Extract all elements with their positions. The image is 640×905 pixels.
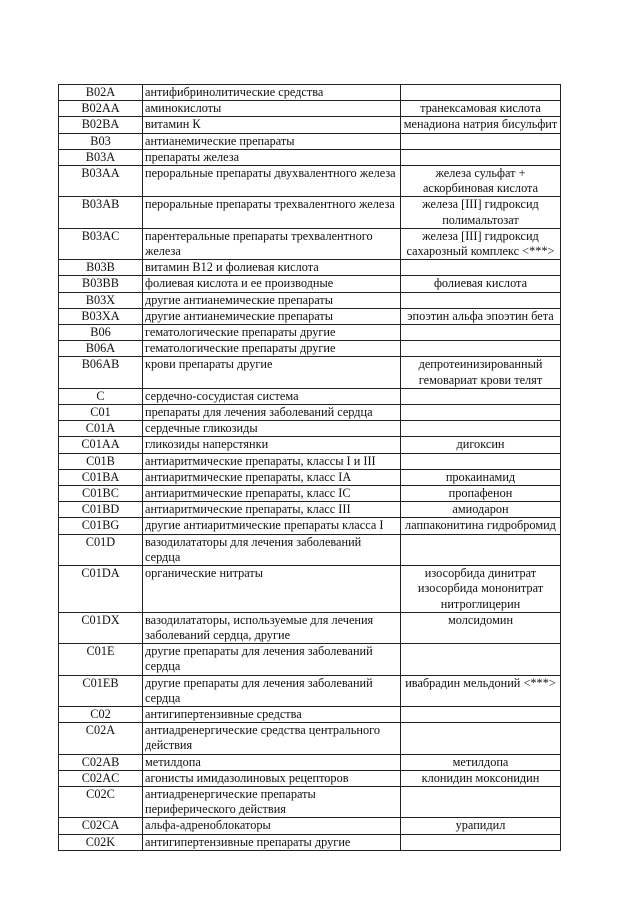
drug-classification-table <box>58 84 561 851</box>
name-cell: пероральные препараты двухвалентного железа <box>143 166 401 197</box>
drug-cell: депротеинизированный гемовариат крови телят <box>401 357 561 388</box>
table-row <box>59 502 561 518</box>
table-row <box>59 388 561 404</box>
name-cell: антианемические препараты <box>143 133 401 149</box>
table-body <box>59 85 561 851</box>
drug-cell <box>401 453 561 469</box>
drug-cell: фолиевая кислота <box>401 276 561 292</box>
table-row <box>59 405 561 421</box>
code-cell: C02 <box>59 706 143 722</box>
drug-cell <box>401 341 561 357</box>
name-cell: антиадренергические средства центрального действия <box>143 723 401 754</box>
table-row <box>59 228 561 259</box>
drug-cell <box>401 325 561 341</box>
code-cell: B03B <box>59 260 143 276</box>
drug-cell: амиодарон <box>401 502 561 518</box>
table-row <box>59 166 561 197</box>
code-cell: B03AA <box>59 166 143 197</box>
code-cell: B06AB <box>59 357 143 388</box>
table-row <box>59 197 561 228</box>
code-cell: C <box>59 388 143 404</box>
table-row <box>59 469 561 485</box>
name-cell: антиаритмические препараты, классы I и III <box>143 453 401 469</box>
table-row <box>59 85 561 101</box>
name-cell: другие препараты для лечения заболеваний сердца <box>143 644 401 675</box>
drug-cell <box>401 706 561 722</box>
code-cell: B03X <box>59 292 143 308</box>
drug-cell: пропафенон <box>401 486 561 502</box>
name-cell: метилдопа <box>143 754 401 770</box>
name-cell: другие антиаритмические препараты класса I <box>143 518 401 534</box>
drug-cell: железа сульфат + аскорбиновая кислота <box>401 166 561 197</box>
code-cell: C01BA <box>59 469 143 485</box>
code-cell: C01 <box>59 405 143 421</box>
table-row <box>59 818 561 834</box>
table-row <box>59 518 561 534</box>
name-cell: гематологические препараты другие <box>143 325 401 341</box>
code-cell: C01A <box>59 421 143 437</box>
name-cell: витамин К <box>143 117 401 133</box>
drug-cell <box>401 388 561 404</box>
drug-cell: транексамовая кислота <box>401 101 561 117</box>
drug-cell <box>401 644 561 675</box>
name-cell: вазодилататоры, используемые для лечения заболеваний сердца, другие <box>143 612 401 643</box>
code-cell: C01BD <box>59 502 143 518</box>
drug-cell <box>401 534 561 565</box>
code-cell: C01BC <box>59 486 143 502</box>
drug-cell: урапидил <box>401 818 561 834</box>
table-row <box>59 675 561 706</box>
table-row <box>59 260 561 276</box>
table-row <box>59 117 561 133</box>
drug-cell <box>401 723 561 754</box>
table-row <box>59 723 561 754</box>
name-cell: витамин B12 и фолиевая кислота <box>143 260 401 276</box>
drug-cell: лаппаконитина гидробромид <box>401 518 561 534</box>
code-cell: C02CA <box>59 818 143 834</box>
code-cell: B03AB <box>59 197 143 228</box>
drug-cell: метилдопа <box>401 754 561 770</box>
table-row <box>59 308 561 324</box>
code-cell: B03XA <box>59 308 143 324</box>
code-cell: C01AA <box>59 437 143 453</box>
code-cell: B03BB <box>59 276 143 292</box>
name-cell: крови препараты другие <box>143 357 401 388</box>
code-cell: C01B <box>59 453 143 469</box>
drug-cell: железа [III] гидроксид полимальтозат <box>401 197 561 228</box>
table-row <box>59 834 561 850</box>
drug-cell: изосорбида динитрат изосорбида мононитрат нитроглицерин <box>401 566 561 613</box>
table-row <box>59 149 561 165</box>
code-cell: B03 <box>59 133 143 149</box>
table-row <box>59 644 561 675</box>
name-cell: антиадренергические препараты периферического действия <box>143 786 401 817</box>
name-cell: аминокислоты <box>143 101 401 117</box>
name-cell: парентеральные препараты трехвалентного железа <box>143 228 401 259</box>
name-cell: антиаритмические препараты, класс IA <box>143 469 401 485</box>
table-row <box>59 133 561 149</box>
code-cell: C02K <box>59 834 143 850</box>
code-cell: C01D <box>59 534 143 565</box>
drug-cell: железа [III] гидроксид сахарозный комплекс <***> <box>401 228 561 259</box>
table-row <box>59 754 561 770</box>
table-row <box>59 453 561 469</box>
code-cell: C02AB <box>59 754 143 770</box>
drug-cell <box>401 405 561 421</box>
name-cell: другие препараты для лечения заболеваний сердца <box>143 675 401 706</box>
drug-cell: ивабрадин мельдоний <***> <box>401 675 561 706</box>
table-row <box>59 437 561 453</box>
drug-cell <box>401 292 561 308</box>
name-cell: фолиевая кислота и ее производные <box>143 276 401 292</box>
code-cell: C01DX <box>59 612 143 643</box>
table-row <box>59 566 561 613</box>
drug-cell <box>401 85 561 101</box>
code-cell: B03A <box>59 149 143 165</box>
name-cell: другие антианемические препараты <box>143 292 401 308</box>
table-row <box>59 276 561 292</box>
drug-cell <box>401 421 561 437</box>
name-cell: антигипертензивные средства <box>143 706 401 722</box>
name-cell: органические нитраты <box>143 566 401 613</box>
name-cell: гликозиды наперстянки <box>143 437 401 453</box>
code-cell: C01E <box>59 644 143 675</box>
name-cell: препараты для лечения заболеваний сердца <box>143 405 401 421</box>
table-row <box>59 325 561 341</box>
name-cell: препараты железа <box>143 149 401 165</box>
drug-cell: молсидомин <box>401 612 561 643</box>
name-cell: гематологические препараты другие <box>143 341 401 357</box>
code-cell: C02C <box>59 786 143 817</box>
table-row <box>59 534 561 565</box>
table-row <box>59 770 561 786</box>
table-row <box>59 101 561 117</box>
table-row <box>59 357 561 388</box>
drug-cell: эпоэтин альфа эпоэтин бета <box>401 308 561 324</box>
drug-cell <box>401 133 561 149</box>
code-cell: C01DA <box>59 566 143 613</box>
code-cell: B06 <box>59 325 143 341</box>
name-cell: антиаритмические препараты, класс III <box>143 502 401 518</box>
code-cell: B02A <box>59 85 143 101</box>
table-row <box>59 486 561 502</box>
name-cell: агонисты имидазолиновых рецепторов <box>143 770 401 786</box>
drug-cell: дигоксин <box>401 437 561 453</box>
table-row <box>59 421 561 437</box>
name-cell: антиаритмические препараты, класс IC <box>143 486 401 502</box>
drug-cell: менадиона натрия бисульфит <box>401 117 561 133</box>
name-cell: сердечные гликозиды <box>143 421 401 437</box>
name-cell: антигипертензивные препараты другие <box>143 834 401 850</box>
code-cell: C02A <box>59 723 143 754</box>
drug-cell <box>401 834 561 850</box>
name-cell: антифибринолитические средства <box>143 85 401 101</box>
name-cell: пероральные препараты трехвалентного железа <box>143 197 401 228</box>
code-cell: B02AA <box>59 101 143 117</box>
name-cell: альфа-адреноблокаторы <box>143 818 401 834</box>
table-row <box>59 341 561 357</box>
code-cell: B06A <box>59 341 143 357</box>
drug-cell <box>401 149 561 165</box>
name-cell: другие антианемические препараты <box>143 308 401 324</box>
name-cell: сердечно-сосудистая система <box>143 388 401 404</box>
drug-cell: клонидин моксонидин <box>401 770 561 786</box>
code-cell: C01BG <box>59 518 143 534</box>
code-cell: C02AC <box>59 770 143 786</box>
table-row <box>59 706 561 722</box>
table-row <box>59 612 561 643</box>
code-cell: B02BA <box>59 117 143 133</box>
table-row <box>59 786 561 817</box>
name-cell: вазодилататоры для лечения заболеваний сердца <box>143 534 401 565</box>
drug-cell <box>401 786 561 817</box>
code-cell: B03AC <box>59 228 143 259</box>
drug-cell: прокаинамид <box>401 469 561 485</box>
table-row <box>59 292 561 308</box>
code-cell: C01EB <box>59 675 143 706</box>
drug-cell <box>401 260 561 276</box>
